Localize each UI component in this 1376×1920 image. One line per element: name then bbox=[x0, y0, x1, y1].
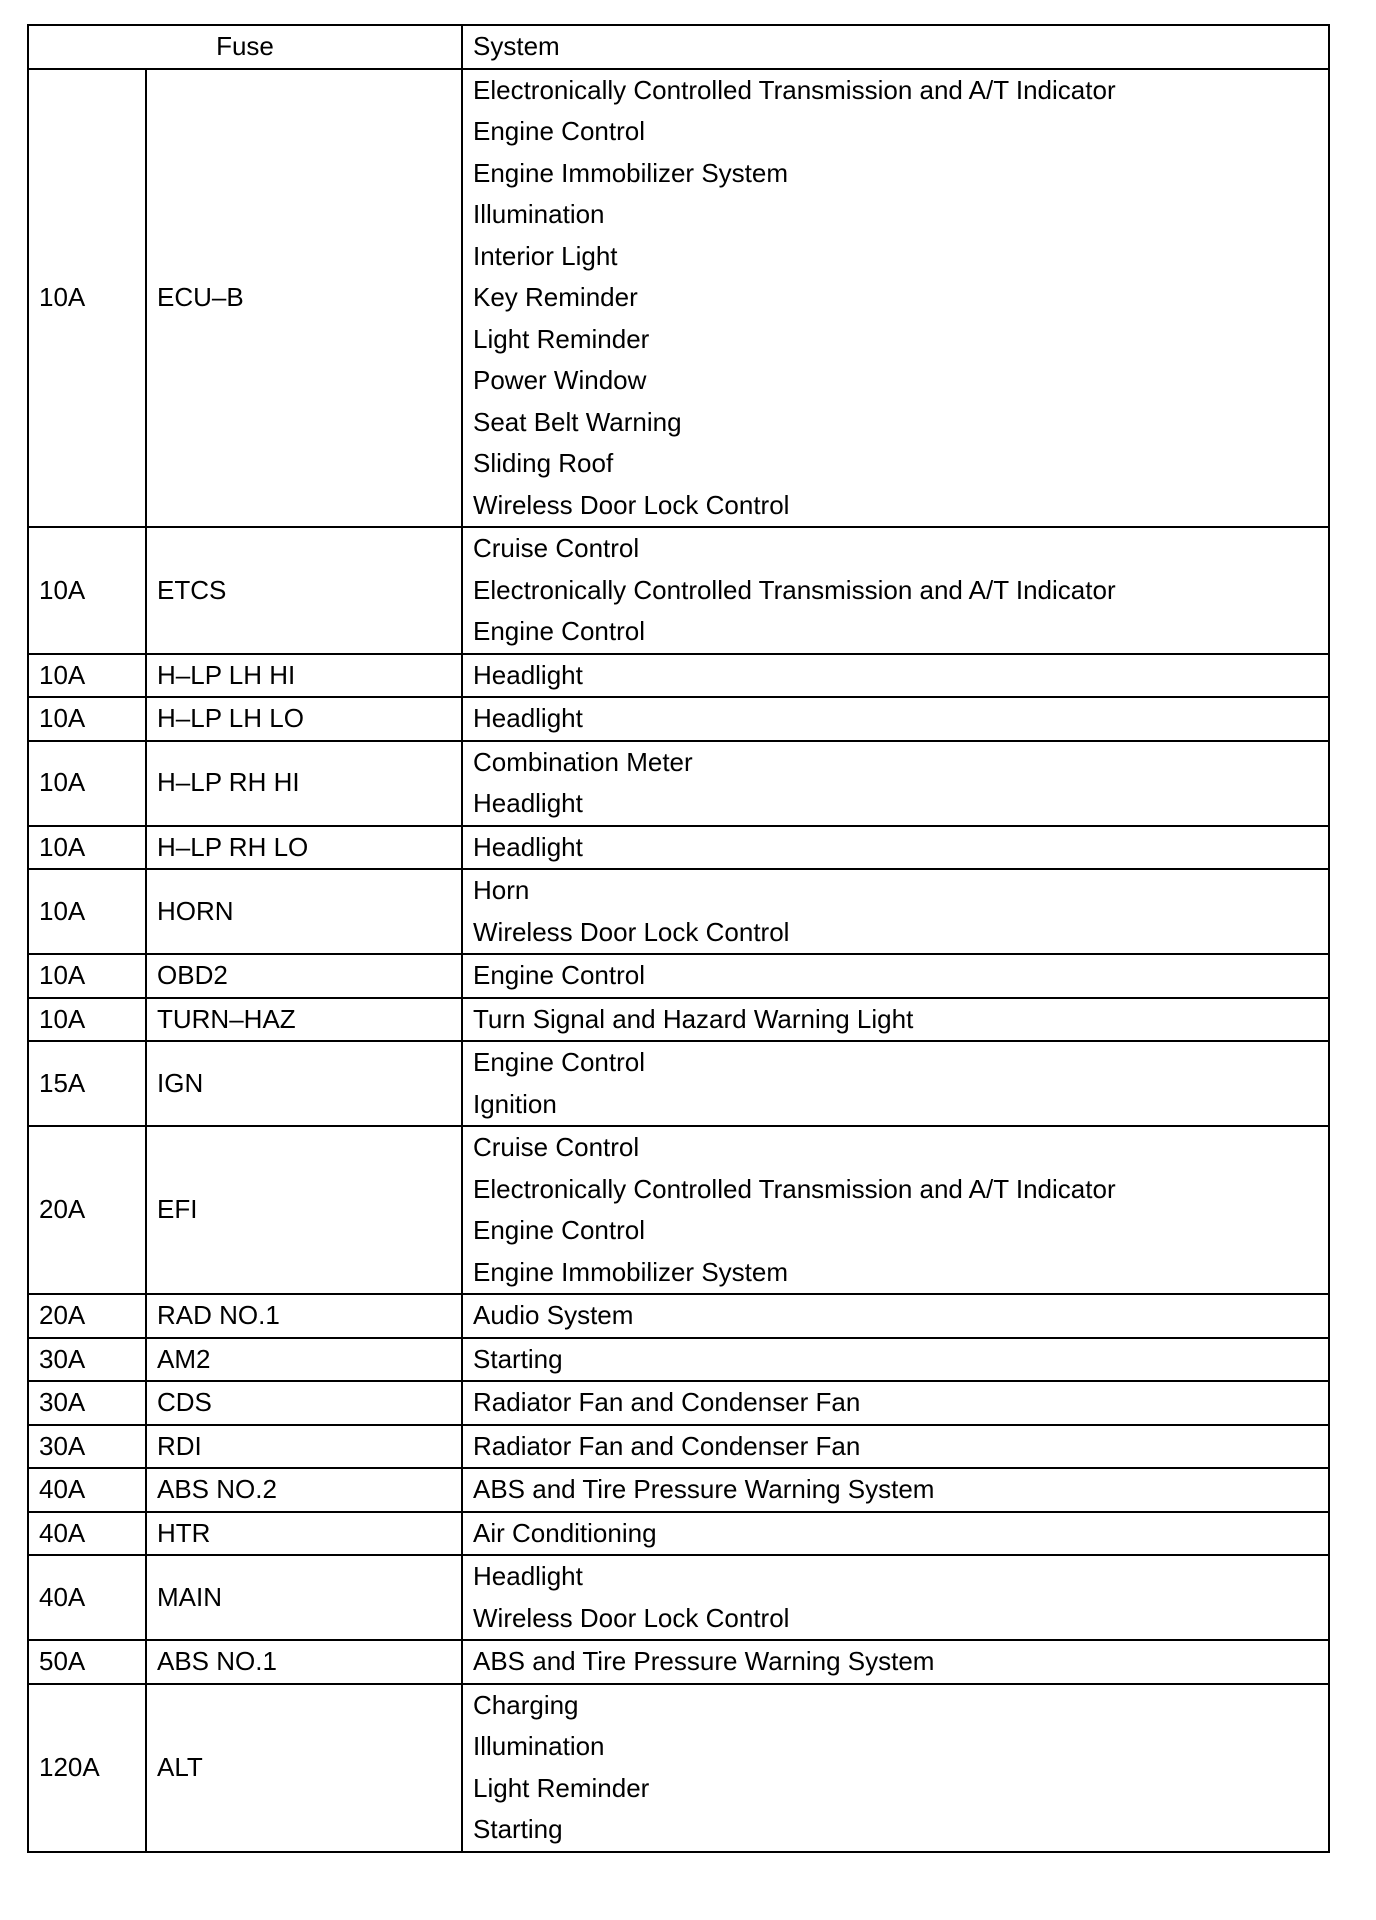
table-row bbox=[28, 1338, 1329, 1382]
system-list bbox=[462, 1512, 1329, 1556]
fuse-table-body bbox=[28, 25, 1329, 1852]
system-item: Turn Signal and Hazard Warning Light bbox=[473, 1003, 914, 1034]
system-list bbox=[462, 1468, 1329, 1512]
system-item: Sliding Roof bbox=[473, 448, 614, 478]
fuse-name: ABS NO.2 bbox=[146, 1468, 462, 1512]
table-header-row bbox=[28, 25, 1329, 69]
table-row bbox=[28, 654, 1329, 698]
system-list bbox=[462, 1338, 1329, 1382]
system-list bbox=[462, 1126, 1329, 1294]
system-item: Illumination bbox=[473, 199, 605, 229]
fuse-amperage: 120A bbox=[28, 1684, 146, 1852]
table-row bbox=[28, 69, 1329, 528]
fuse-amperage: 10A bbox=[28, 69, 146, 528]
system-item: Illumination bbox=[473, 1731, 605, 1761]
system-item: Ignition bbox=[473, 1088, 557, 1119]
fuse-amperage: 10A bbox=[28, 826, 146, 870]
system-list bbox=[462, 1041, 1329, 1126]
table-row bbox=[28, 1126, 1329, 1294]
system-item: Wireless Door Lock Control bbox=[473, 489, 790, 520]
fuse-name: H–LP LH HI bbox=[146, 654, 462, 698]
system-item: Headlight bbox=[473, 703, 583, 733]
fuse-amperage: 10A bbox=[28, 527, 146, 654]
table-row bbox=[28, 1512, 1329, 1556]
system-item: Combination Meter bbox=[473, 746, 693, 777]
system-item: Engine Immobilizer System bbox=[473, 157, 788, 188]
fuse-name: H–LP RH HI bbox=[146, 741, 462, 826]
fuse-name: TURN–HAZ bbox=[146, 998, 462, 1042]
fuse-name: ECU–B bbox=[146, 69, 462, 528]
system-item: Headlight bbox=[473, 1561, 583, 1591]
system-item: Seat Belt Warning bbox=[473, 406, 682, 437]
system-item: Charging bbox=[473, 1689, 579, 1720]
fuse-name: ALT bbox=[146, 1684, 462, 1852]
table-row bbox=[28, 954, 1329, 998]
system-list bbox=[462, 1555, 1329, 1640]
system-item: Horn bbox=[473, 875, 530, 905]
table-row bbox=[28, 741, 1329, 826]
table-row bbox=[28, 826, 1329, 870]
fuse-amperage: 40A bbox=[28, 1468, 146, 1512]
fuse-name: RDI bbox=[146, 1425, 462, 1469]
fuse-amperage: 10A bbox=[28, 741, 146, 826]
system-list bbox=[462, 998, 1329, 1042]
fuse-amperage: 15A bbox=[28, 1041, 146, 1126]
system-item: Wireless Door Lock Control bbox=[473, 916, 790, 947]
system-list bbox=[462, 1381, 1329, 1425]
system-list bbox=[462, 527, 1329, 654]
fuse-name: HTR bbox=[146, 1512, 462, 1556]
system-item: Light Reminder bbox=[473, 1772, 650, 1803]
fuse-amperage: 10A bbox=[28, 869, 146, 954]
fuse-amperage: 10A bbox=[28, 654, 146, 698]
fuse-name: HORN bbox=[146, 869, 462, 954]
table-row bbox=[28, 527, 1329, 654]
fuse-table bbox=[27, 24, 1330, 1853]
fuse-amperage: 40A bbox=[28, 1512, 146, 1556]
system-item: Engine Control bbox=[473, 116, 645, 146]
fuse-amperage: 30A bbox=[28, 1425, 146, 1469]
system-item: Light Reminder bbox=[473, 323, 650, 354]
fuse-name: RAD NO.1 bbox=[146, 1294, 462, 1338]
system-item: Headlight bbox=[473, 831, 583, 862]
system-item: ABS and Tire Pressure Warning System bbox=[473, 1474, 935, 1504]
fuse-name: H–LP RH LO bbox=[146, 826, 462, 870]
fuse-amperage: 10A bbox=[28, 998, 146, 1042]
fuse-amperage: 10A bbox=[28, 697, 146, 741]
table-row bbox=[28, 1640, 1329, 1684]
system-item: Engine Control bbox=[473, 616, 645, 646]
system-item: Headlight bbox=[473, 659, 583, 690]
system-list bbox=[462, 826, 1329, 870]
table-row bbox=[28, 1468, 1329, 1512]
fuse-name: ETCS bbox=[146, 527, 462, 654]
fuse-name: OBD2 bbox=[146, 954, 462, 998]
fuse-name: CDS bbox=[146, 1381, 462, 1425]
system-list bbox=[462, 869, 1329, 954]
fuse-amperage: 20A bbox=[28, 1294, 146, 1338]
system-item: Interior Light bbox=[473, 240, 618, 271]
system-list bbox=[462, 741, 1329, 826]
fuse-amperage: 40A bbox=[28, 1555, 146, 1640]
system-item: Radiator Fan and Condenser Fan bbox=[473, 1430, 861, 1461]
system-item: Wireless Door Lock Control bbox=[473, 1602, 790, 1633]
system-item: Audio System bbox=[473, 1300, 634, 1330]
system-list bbox=[462, 1294, 1329, 1338]
table-row bbox=[28, 998, 1329, 1042]
fuse-name: MAIN bbox=[146, 1555, 462, 1640]
fuse-amperage: 30A bbox=[28, 1338, 146, 1382]
system-item: Cruise Control bbox=[473, 533, 640, 563]
system-item: Cruise Control bbox=[473, 1132, 640, 1162]
table-row bbox=[28, 1294, 1329, 1338]
system-list bbox=[462, 69, 1329, 528]
table-row bbox=[28, 1381, 1329, 1425]
system-item: Engine Control bbox=[473, 960, 645, 990]
system-item: Engine Control bbox=[473, 1215, 645, 1245]
system-item: Engine Immobilizer System bbox=[473, 1256, 788, 1287]
system-item: Power Window bbox=[473, 365, 647, 395]
system-item: Electronically Controlled Transmission and A/T Indicator bbox=[473, 74, 1116, 105]
table-row bbox=[28, 1555, 1329, 1640]
fuse-amperage: 20A bbox=[28, 1126, 146, 1294]
system-item: Starting bbox=[473, 1814, 563, 1844]
table-row bbox=[28, 1684, 1329, 1852]
system-item: Starting bbox=[473, 1343, 563, 1374]
system-item: Electronically Controlled Transmission and A/T Indicator bbox=[473, 574, 1116, 605]
system-item: Radiator Fan and Condenser Fan bbox=[473, 1387, 861, 1417]
fuse-amperage: 30A bbox=[28, 1381, 146, 1425]
system-item: Headlight bbox=[473, 788, 583, 818]
table-row bbox=[28, 869, 1329, 954]
table-row bbox=[28, 697, 1329, 741]
fuse-name: ABS NO.1 bbox=[146, 1640, 462, 1684]
system-list bbox=[462, 1425, 1329, 1469]
system-list bbox=[462, 1684, 1329, 1852]
table-row bbox=[28, 1041, 1329, 1126]
system-list bbox=[462, 954, 1329, 998]
system-list bbox=[462, 697, 1329, 741]
system-item: Engine Control bbox=[473, 1047, 645, 1077]
fuse-amperage: 10A bbox=[28, 954, 146, 998]
system-item: Key Reminder bbox=[473, 282, 638, 312]
system-item: ABS and Tire Pressure Warning System bbox=[473, 1646, 935, 1676]
system-item: Electronically Controlled Transmission and A/T Indicator bbox=[473, 1173, 1116, 1204]
system-item: Air Conditioning bbox=[473, 1517, 657, 1548]
table-row bbox=[28, 1425, 1329, 1469]
header-fuse: Fuse bbox=[28, 25, 462, 69]
system-list bbox=[462, 1640, 1329, 1684]
fuse-name: EFI bbox=[146, 1126, 462, 1294]
fuse-name: IGN bbox=[146, 1041, 462, 1126]
header-system: System bbox=[462, 25, 1329, 69]
fuse-amperage: 50A bbox=[28, 1640, 146, 1684]
fuse-name: AM2 bbox=[146, 1338, 462, 1382]
fuse-name: H–LP LH LO bbox=[146, 697, 462, 741]
system-list bbox=[462, 654, 1329, 698]
